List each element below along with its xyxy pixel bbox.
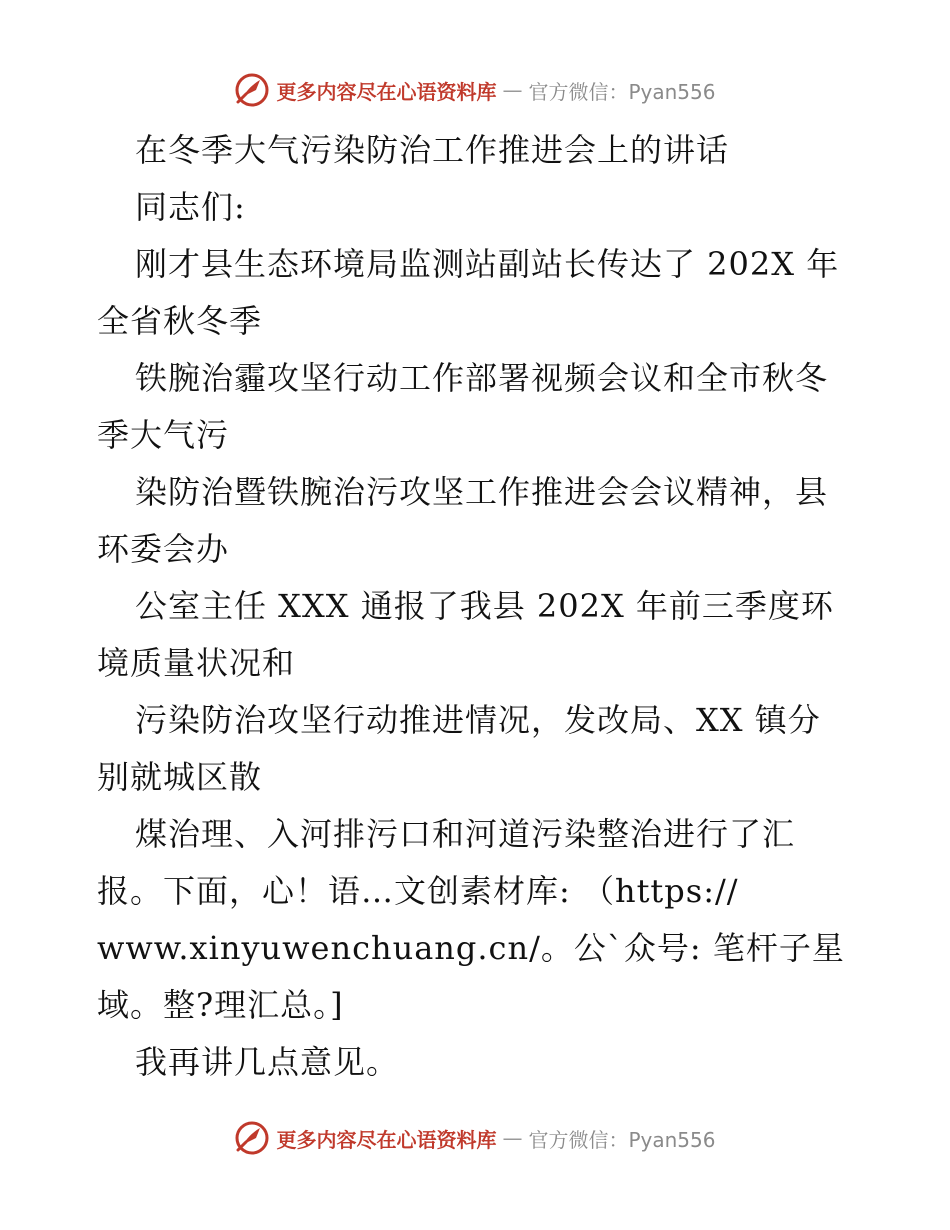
paragraph-line: www.xinyuwenchuang.cn/。公`众号: 笔杆子星 bbox=[97, 929, 845, 967]
paragraph-line: 我再讲几点意见。 bbox=[135, 1043, 400, 1081]
paragraph-line: 染防治暨铁腕治污攻坚工作推进会会议精神，县 bbox=[135, 473, 829, 511]
header-banner bbox=[0, 70, 950, 110]
separator-dash: — bbox=[502, 78, 523, 102]
paragraph-line: 全省秋冬季 bbox=[97, 302, 263, 340]
pen-nib-logo-icon bbox=[234, 1120, 270, 1156]
paragraph-line: 域。整?理汇总。] bbox=[97, 986, 344, 1024]
paragraph-line: 报。下面，心！语…文创素材库: （https:// bbox=[97, 872, 739, 910]
paragraph-line: 环委会办 bbox=[97, 530, 230, 568]
footer-banner bbox=[0, 1118, 950, 1158]
paragraph-line: 煤治理、入河排污口和河道污染整治进行了汇 bbox=[135, 815, 796, 853]
document-title: 在冬季大气污染防治工作推进会上的讲话 bbox=[135, 131, 730, 169]
library-name: 更多内容尽在心语资料库 bbox=[276, 1127, 497, 1152]
wechat-contact: 官方微信：Pyan556 bbox=[528, 79, 716, 104]
paragraph-line: 别就城区散 bbox=[97, 758, 263, 796]
paragraph-line: 季大气污 bbox=[97, 416, 230, 454]
pen-nib-logo-icon bbox=[234, 72, 270, 108]
paragraph-line: 铁腕治霾攻坚行动工作部署视频会议和全市秋冬 bbox=[135, 359, 829, 397]
separator-dash: — bbox=[502, 1126, 523, 1150]
document-body bbox=[97, 122, 857, 1091]
paragraph-line: 刚才县生态环境局监测站副站长传达了 202X 年 bbox=[135, 245, 840, 283]
paragraph-line: 污染防治攻坚行动推进情况，发改局、XX 镇分 bbox=[135, 701, 821, 739]
wechat-contact: 官方微信：Pyan556 bbox=[528, 1127, 716, 1152]
salutation: 同志们: bbox=[135, 188, 246, 226]
paragraph-line: 公室主任 XXX 通报了我县 202X 年前三季度环 bbox=[135, 587, 834, 625]
paragraph-line: 境质量状况和 bbox=[97, 644, 296, 682]
library-name: 更多内容尽在心语资料库 bbox=[276, 79, 497, 104]
